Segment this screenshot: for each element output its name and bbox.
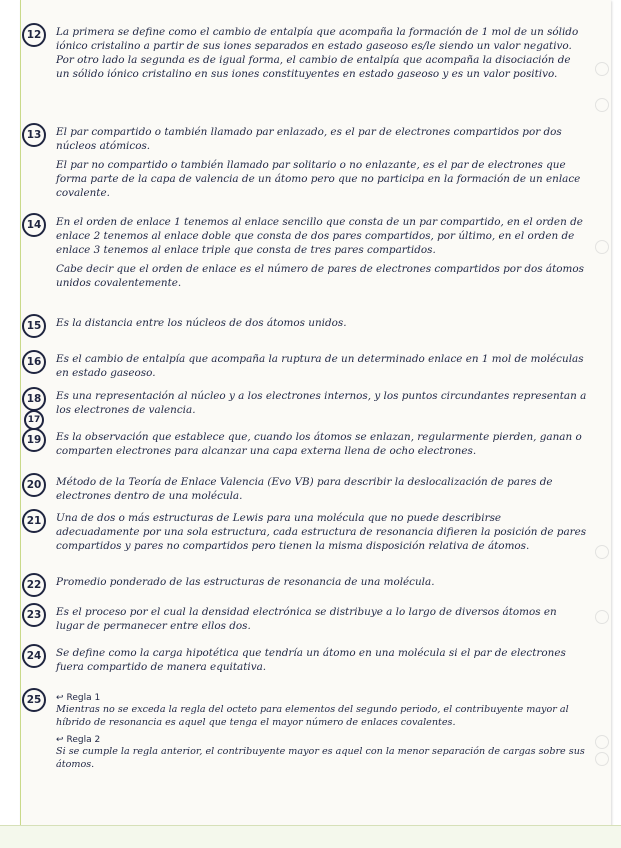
entry-text: Es una representación al núcleo y a los electrones internos, y los puntos circundantes representan a los electrones de valencia.	[56, 390, 587, 417]
entry-text: Es el proceso por el cual la densidad electrónica se distribuye a lo largo de diversos átomos en lugar de permanecer entre ellos dos.	[56, 606, 557, 633]
rule-1-text: Mientras no se exceda la regla del octeto para elementos del segundo periodo, el contribuyente mayor al híbrido de resonancia es aquel que tenga el mayor número de enlaces covalentes.	[56, 704, 569, 728]
entry-number: 14	[22, 213, 46, 237]
entry-text-2: Cabe decir que el orden de enlace es el número de pares de electrones compartidos por dos átomos unidos covalentemente.	[56, 263, 584, 290]
entry-23	[22, 605, 587, 638]
entry-text: La primera se define como el cambio de entalpía que acompaña la formación de 1 mol de un sólido iónico cristalino a partir de sus iones separados en estado gaseoso es/le siendo un valor negativo. Por otro lado la segunda es de igual forma, el cambio de entalpía que acompaña la disociación de un sólido iónico cristalino en sus iones constituyentes en estado gaseoso y es un valor positivo.	[56, 26, 579, 81]
rule-1-label-text: Regla 1	[66, 693, 101, 703]
entry-24	[22, 646, 587, 679]
entry-13	[22, 125, 587, 205]
entry-21	[22, 511, 587, 558]
rule-1-label	[56, 692, 587, 704]
entry-number: 22	[22, 573, 46, 597]
entry-number: 24	[22, 644, 46, 668]
entry-text: Es la observación que establece que, cuando los átomos se enlazan, regularmente pierden, ganan o comparten electrones para alcanzar una capa externa llena de ocho electrones.	[56, 431, 582, 458]
entry-number: 13	[22, 123, 46, 147]
entry-number-below: 17	[24, 410, 44, 430]
rule-2-text: Si se cumple la regla anterior, el contribuyente mayor es aquel con la menor separación de cargas sobre sus átomos.	[56, 746, 585, 770]
entry-number: 12	[22, 23, 46, 47]
entry-20	[22, 475, 587, 508]
entry-number: 23	[22, 603, 46, 627]
entry-18	[22, 389, 587, 425]
entry-text: Es el cambio de entalpía que acompaña la ruptura de un determinado enlace en 1 mol de moléculas en estado gaseoso.	[56, 353, 584, 380]
entry-text: Promedio ponderado de las estructuras de resonancia de una molécula.	[56, 576, 435, 588]
entry-12	[22, 25, 587, 86]
scan-bottom-edge	[0, 825, 621, 848]
entry-text: Método de la Teoría de Enlace Valencia (Evo VB) para describir la deslocalización de pares de electrones dentro de una molécula.	[56, 476, 553, 503]
entry-text: El par compartido o también llamado par enlazado, es el par de electrones compartidos por dos núcleos atómicos.	[56, 126, 562, 153]
entry-text: Una de dos o más estructuras de Lewis para una molécula que no puede describirse adecuadamente por una sola estructura, cada estructura de resonancia difieren la posición de pares compartidos y pares no compartidos pero tienen la misma disposición relativa de átomos.	[56, 512, 587, 553]
entry-14	[22, 215, 587, 295]
entry-number: 20	[22, 473, 46, 497]
entry-number: 18	[22, 387, 46, 411]
entry-text: Es la distancia entre los núcleos de dos átomos unidos.	[56, 317, 347, 329]
entry-19	[22, 430, 587, 463]
hook-arrow-icon: ↩	[56, 735, 64, 746]
entry-number: 25	[22, 688, 46, 712]
entry-22	[22, 575, 587, 594]
rule-2-label-text: Regla 2	[66, 735, 101, 746]
entry-number: 15	[22, 314, 46, 338]
entry-number: 16	[22, 350, 46, 374]
entry-text: Se define como la carga hipotética que tendría un átomo en una molécula si el par de electrones fuera compartido de manera equitativa.	[56, 647, 566, 674]
entry-25	[22, 690, 587, 776]
rule-2-label	[56, 734, 587, 746]
entry-16	[22, 352, 587, 385]
entry-number: 21	[22, 509, 46, 533]
entry-text: En el orden de enlace 1 tenemos al enlace sencillo que consta de un par compartido, en el orden de enlace 2 tenemos al enlace doble que consta de dos pares compartidos, por último, en el orden de enlace 3 tenemos al enlace triple que consta de tres pares compartidos.	[56, 216, 583, 257]
entry-15	[22, 316, 587, 335]
entry-number: 19	[22, 428, 46, 452]
entry-text-2: El par no compartido o también llamado par solitario o no enlazante, es el par de electrones que forma parte de la capa de valencia de un átomo pero que no participa en la formación de un enlace covalente.	[56, 159, 581, 200]
hook-arrow-icon: ↩	[56, 693, 64, 703]
